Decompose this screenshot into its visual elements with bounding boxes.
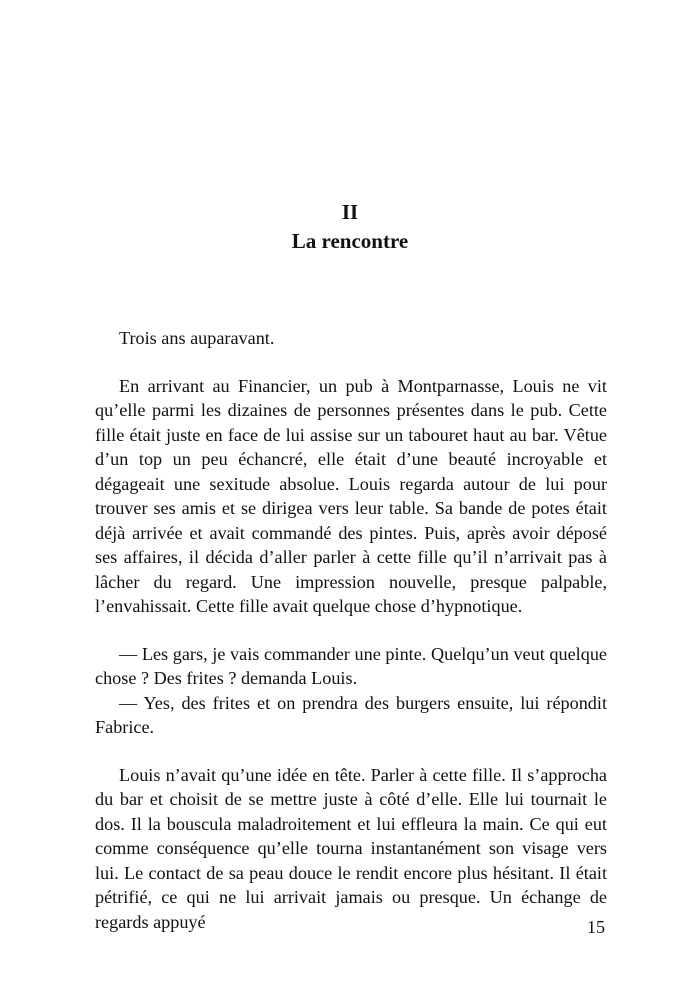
chapter-body	[95, 326, 607, 934]
paragraph-intro: Trois ans auparavant.	[119, 328, 275, 348]
page-number: 15	[587, 917, 605, 937]
dialogue-fabrice: — Yes, des frites et on prendra des burgers ensuite, lui répondit Fabrice.	[95, 692, 607, 737]
paragraph-bar: Louis n’avait qu’une idée en tête. Parler à cette fille. Il s’approcha du bar et choisit de se mettre juste à côté d’elle. Elle lui tournait le dos. Il la bouscula maladroitement et lui effleura la main. Ce qui eut comme conséquence qu’elle tourna instantanément son visage vers lui. Le contact de sa peau douce le rendit encore plus hésitant. Il était pétrifié, ce qui ne lui arrivait jamais ou presque. Un échange de regards appuyé	[95, 764, 607, 932]
chapter-number: II	[341, 200, 359, 224]
dialogue-louis: — Les gars, je vais commander une pinte. Quelqu’un veut quelque chose ? Des frites ? demanda Louis.	[95, 643, 607, 688]
paragraph-arrival: En arrivant au Financier, un pub à Montparnasse, Louis ne vit qu’elle parmi les dizaines de personnes présentes dans le pub. Cette fille était juste en face de lui assise sur un tabouret haut au bar. Vêtue d’un top un peu échancré, elle était d’une beauté incroyable et dégageait une sexitude absolue. Louis regarda autour de lui pour trouver ses amis et se dirigea vers leur table. Sa bande de potes était déjà arrivée et avait commandé des pintes. Puis, après avoir déposé ses affaires, il décida d’aller parler à cette fille qu’il n’arrivait pas à lâcher du regard. Une impression nouvelle, presque palpable, l’envahissait. Cette fille avait quelque chose d’hypnotique.	[95, 375, 607, 616]
chapter-title: La rencontre	[291, 229, 409, 253]
